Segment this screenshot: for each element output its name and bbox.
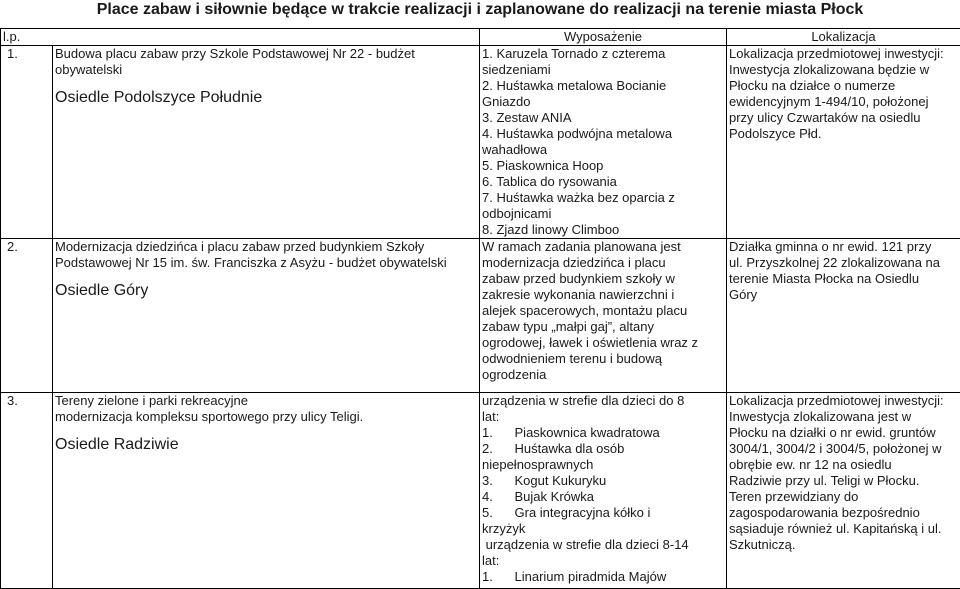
equipment-line: urządzenia w strefie dla dzieci do 8 xyxy=(482,393,724,409)
location-line: Płocku na działce o numerze xyxy=(729,78,958,94)
equipment-line: niepełnosprawnych xyxy=(482,457,724,473)
location-line: Lokalizacja przedmiotowej inwestycji: xyxy=(729,393,958,409)
table-row xyxy=(1,239,960,393)
location-cell xyxy=(727,46,960,239)
equipment-line: urządzenia w strefie dla dzieci 8-14 xyxy=(482,537,724,553)
row-number: 3. xyxy=(1,393,53,589)
equipment-line: wahadłowa xyxy=(482,142,724,158)
investment-name-cell xyxy=(53,393,480,589)
equipment-line: zakresie wykonania nawierzchni i xyxy=(482,287,724,303)
location-line: zagospodarowania bezpośrednio xyxy=(729,505,958,521)
equipment-line: 6. Tablica do rysowania xyxy=(482,174,724,190)
equipment-cell xyxy=(480,239,727,393)
equipment-line: 3. Zestaw ANIA xyxy=(482,110,724,126)
location-line: Góry xyxy=(729,287,958,303)
table-row xyxy=(1,393,960,589)
location-line: 3004/1, 3004/2 i 3004/5, położonej w xyxy=(729,441,958,457)
equipment-line: siedzeniami xyxy=(482,62,724,78)
location-line: Lokalizacja przedmiotowej inwestycji: xyxy=(729,46,958,62)
location-line: ul. Przyszkolnej 22 zlokalizowana na xyxy=(729,255,958,271)
equipment-line: Gniazdo xyxy=(482,94,724,110)
row-number: 1. xyxy=(1,46,53,239)
location-line: obrębie ew. nr 12 na osiedlu xyxy=(729,457,958,473)
equipment-line: W ramach zadania planowana jest xyxy=(482,239,724,255)
equipment-line: 1. Piaskownica kwadratowa xyxy=(482,425,724,441)
location-cell xyxy=(727,239,960,393)
district-name: Osiedle Radziwie xyxy=(55,435,477,455)
location-line: Teren przewidziany do xyxy=(729,489,958,505)
equipment-line: 1. Karuzela Tornado z czterema xyxy=(482,46,724,62)
investment-name-line: modernizacja kompleksu sportowego przy ulicy Teligi. xyxy=(55,409,477,425)
location-line: Płocku na działki o nr ewid. gruntów xyxy=(729,425,958,441)
location-line: Inwestycja zlokalizowana jest w xyxy=(729,409,958,425)
investment-name-line: Modernizacja dziedzińca i placu zabaw przed budynkiem Szkoły xyxy=(55,239,477,255)
equipment-line: 5. Piaskownica Hoop xyxy=(482,158,724,174)
equipment-line: 2. Huśtawka metalowa Bocianie xyxy=(482,78,724,94)
investment-name-cell xyxy=(53,239,480,393)
location-line: Radziwie przy ul. Teligi w Płocku. xyxy=(729,473,958,489)
equipment-line: modernizacja dziedzińca i placu xyxy=(482,255,724,271)
table-row xyxy=(1,46,960,239)
equipment-line: lat: xyxy=(482,409,724,425)
investment-name-line: Budowa placu zabaw przy Szkole Podstawowej Nr 22 - budżet xyxy=(55,46,477,62)
district-name: Osiedle Podolszyce Południe xyxy=(55,88,477,108)
page-title: Place zabaw i siłownie będące w trakcie realizacji i zaplanowane do realizacji na terenie miasta Płock xyxy=(0,0,960,20)
district-name: Osiedle Góry xyxy=(55,281,477,301)
row-number: 2. xyxy=(1,239,53,393)
equipment-line: 2. Huśtawka dla osób xyxy=(482,441,724,457)
equipment-cell xyxy=(480,46,727,239)
header-equipment: Wyposażenie xyxy=(480,29,727,46)
equipment-line: 4. Bujak Krówka xyxy=(482,489,724,505)
equipment-line: 4. Huśtawka podwójna metalowa xyxy=(482,126,724,142)
equipment-line: 3. Kogut Kukuryku xyxy=(482,473,724,489)
equipment-line: 5. Gra integracyjna kółko i xyxy=(482,505,724,521)
investment-name-line: Podstawowej Nr 15 im. św. Franciszka z Asyżu - budżet obywatelski xyxy=(55,255,477,271)
location-cell xyxy=(727,393,960,589)
equipment-line: lat: xyxy=(482,553,724,569)
location-line: przy ulicy Czwartaków na osiedlu xyxy=(729,110,958,126)
location-line: Działka gminna o nr ewid. 121 przy xyxy=(729,239,958,255)
investments-table xyxy=(0,28,960,589)
investment-name-line: obywatelski xyxy=(55,62,477,78)
location-line: ewidencyjnym 1-494/10, położonej xyxy=(729,94,958,110)
equipment-line: alejek spacerowych, montażu placu xyxy=(482,303,724,319)
location-line: Podolszyce Płd. xyxy=(729,126,958,142)
table-header-row xyxy=(1,29,960,46)
equipment-line: ogrodowej, ławek i oświetlenia wraz z xyxy=(482,335,724,351)
equipment-line: 8. Zjazd linowy Climboo xyxy=(482,222,724,238)
equipment-line: odbojnicami xyxy=(482,206,724,222)
equipment-line: odwodnieniem terenu i budową xyxy=(482,351,724,367)
location-line: terenie Miasta Płocka na Osiedlu xyxy=(729,271,958,287)
investment-name-line: Tereny zielone i parki rekreacyjne xyxy=(55,393,477,409)
investment-name-cell xyxy=(53,46,480,239)
equipment-line: krzyżyk xyxy=(482,521,724,537)
location-line: Inwestycja zlokalizowana będzie w xyxy=(729,62,958,78)
location-line: sąsiaduje również ul. Kapitańską i ul. xyxy=(729,521,958,537)
header-lp: l.p. xyxy=(1,29,480,46)
equipment-line: zabaw przed budynkiem szkoły w xyxy=(482,271,724,287)
equipment-line: ogrodzenia xyxy=(482,367,724,383)
equipment-line: 1. Linarium piradmida Majów xyxy=(482,569,724,585)
location-line: Szkutniczą. xyxy=(729,537,958,553)
header-location: Lokalizacja xyxy=(727,29,960,46)
equipment-cell xyxy=(480,393,727,589)
equipment-line: 7. Huśtawka ważka bez oparcia z xyxy=(482,190,724,206)
equipment-line: zabaw typu „małpi gaj”, altany xyxy=(482,319,724,335)
